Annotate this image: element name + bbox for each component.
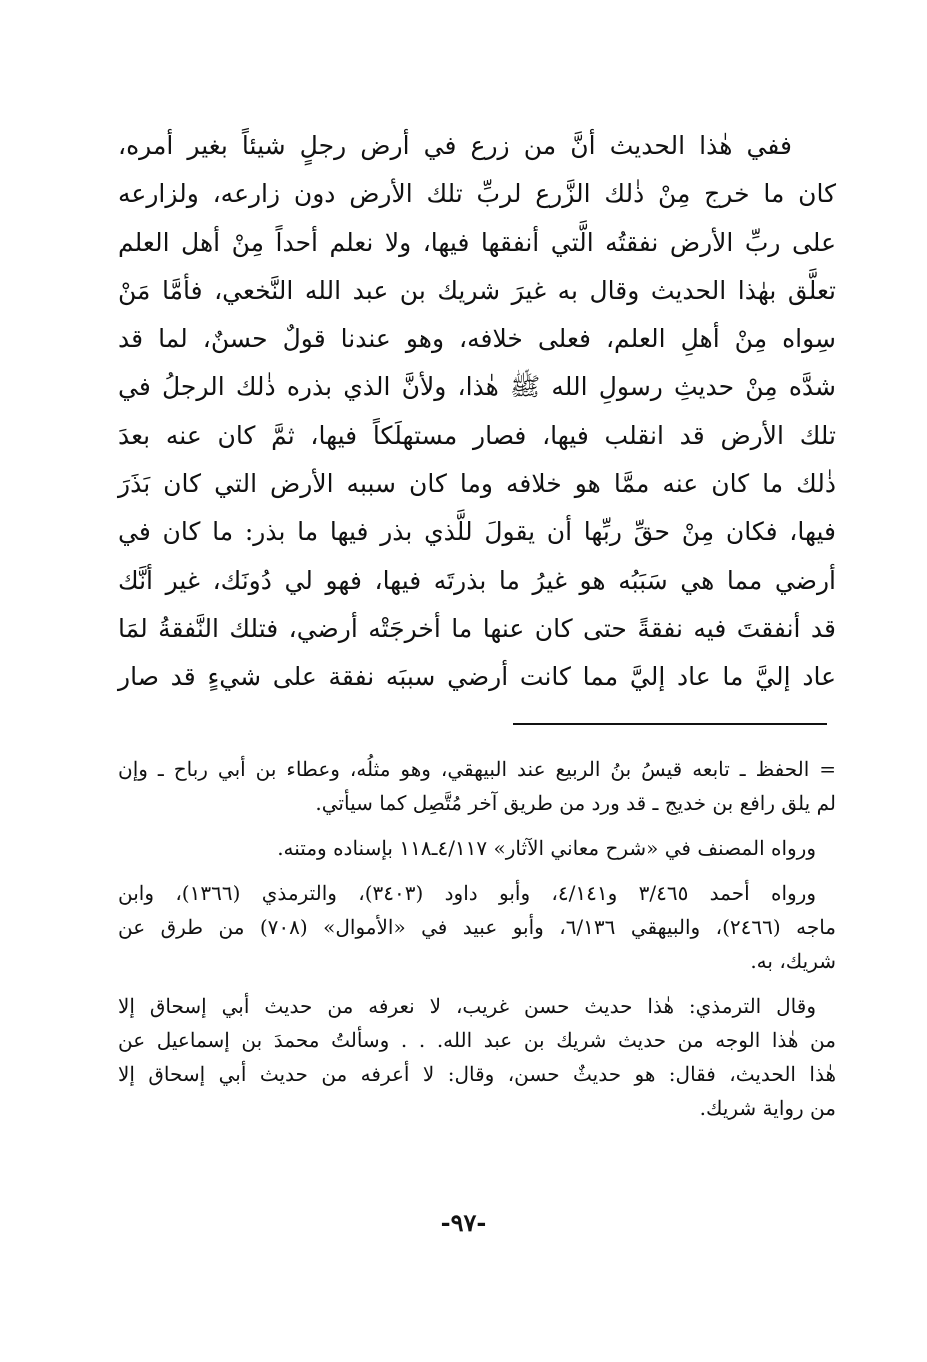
footnote-line: من رواية شريك. (699, 1096, 836, 1120)
footnote-line: ورواه أحمد ٣/٤٦٥ و٤/١٤١، وأبو داود (٣٤٠٣)، والترمذي (١٣٦٦)، وابن (118, 881, 816, 905)
main-text-line: سِواه مِنْ أهلِ العلم، فعلى خلافه، وهو عندنا قولٌ حسنٌ، لما قد (118, 324, 836, 354)
main-text-line: أرضي مما هي سَبَبُه هو غيرُ ما بذرتَه فيها، فهو لي دُونَك، غير أنَّك (118, 565, 836, 595)
footnote-line: ماجه (٢٤٦٦)، والبيهقي ٦/١٣٦، وأبو عبيد في «الأموال» (٧٠٨) من طرق عن (118, 915, 836, 939)
main-text-line: تعلَّق بهٰذا الحديث وقال به غيرَ شريك بن عبد الله النَّخعي، فأمَّا مَنْ (118, 275, 836, 305)
main-text-line: تلك الأرض قد انقلب فيها، فصار مستهلَكاً فيها، ثمَّ كان عنه بعدَ (118, 420, 836, 450)
footnote-paragraph (118, 876, 836, 978)
page-number: -٩٧- (440, 1208, 487, 1237)
main-text-line: ذٰلك ما كان عنه ممَّا هو خلافه وما كان سببه الأرض التي كان بَذَرَ (118, 469, 836, 499)
footnotes-block (118, 752, 836, 1125)
main-text-line: شدَّه مِنْ حديثِ رسولِ الله ﷺ هٰذا، ولأنَّ الذي بذره ذٰلك الرجلُ في (118, 372, 836, 402)
footnote-line: ورواه المصنف في «شرح معاني الآثار» ٤/١١٧ـ١١٨ بإسناده ومتنه. (277, 836, 816, 860)
footnote-line: من هٰذا الوجه من حديث شريك بن عبد الله. . . وسألتُ محمدَ بن إسماعيل عن (118, 1028, 836, 1052)
footnote-line: شريك، به. (750, 949, 836, 973)
main-text-line: على ربِّ الأرض نفقتُه الَّتي أنفقها فيها، ولا نعلم أحداً مِنْ أهل العلم (118, 227, 836, 257)
main-text-line: فيها، فكان مِنْ حقِّ ربِّها أن يقولَ للَّذي بذر فيها ما بذر: ما كان في (118, 517, 836, 547)
footnote-paragraph (118, 989, 836, 1125)
main-text-line: كان ما خرج مِنْ ذٰلك الزَّرع لربِّ تلك الأرض دون زارعه، ولزارعه (118, 179, 836, 209)
footnote-paragraph (118, 831, 836, 865)
footnote-line: = الحفظ ـ تابعه قيسُ بنُ الربيع عند البيهقي، وهو مثلُه، وعطاء بن أبي رباح ـ وإن (118, 757, 836, 781)
main-text-line: ففي هٰذا الحديث أنَّ من زرع في أرض رجلٍ شيئاً بغير أمره، (118, 131, 792, 160)
main-text-block (118, 122, 836, 702)
main-text-line: عاد إليَّ ما عاد إليَّ مما كانت أرضي سببَه نفقة على شيءٍ قد صار (118, 662, 836, 692)
footnote-paragraph (118, 752, 836, 820)
footnote-line: لم يلق رافع بن خديج ـ قد ورد من طريق آخر مُتَّصِل كما سيأتي. (315, 791, 836, 815)
main-text-line: قد أنفقتَ فيه نفقةً حتى كان عنها ما أخرجَتْه أرضي، فتلك النَّفقةُ لمَا (118, 613, 836, 643)
footnote-line: هٰذا الحديث، فقال: هو حديثٌ حسن، وقال: لا أعرفه من حديث أبي إسحاق إلا (118, 1062, 836, 1086)
footnote-divider (513, 723, 827, 725)
footnote-line: وقال الترمذي: هٰذا حديث حسن غريب، لا نعرفه من حديث أبي إسحاق إلا (118, 994, 816, 1018)
